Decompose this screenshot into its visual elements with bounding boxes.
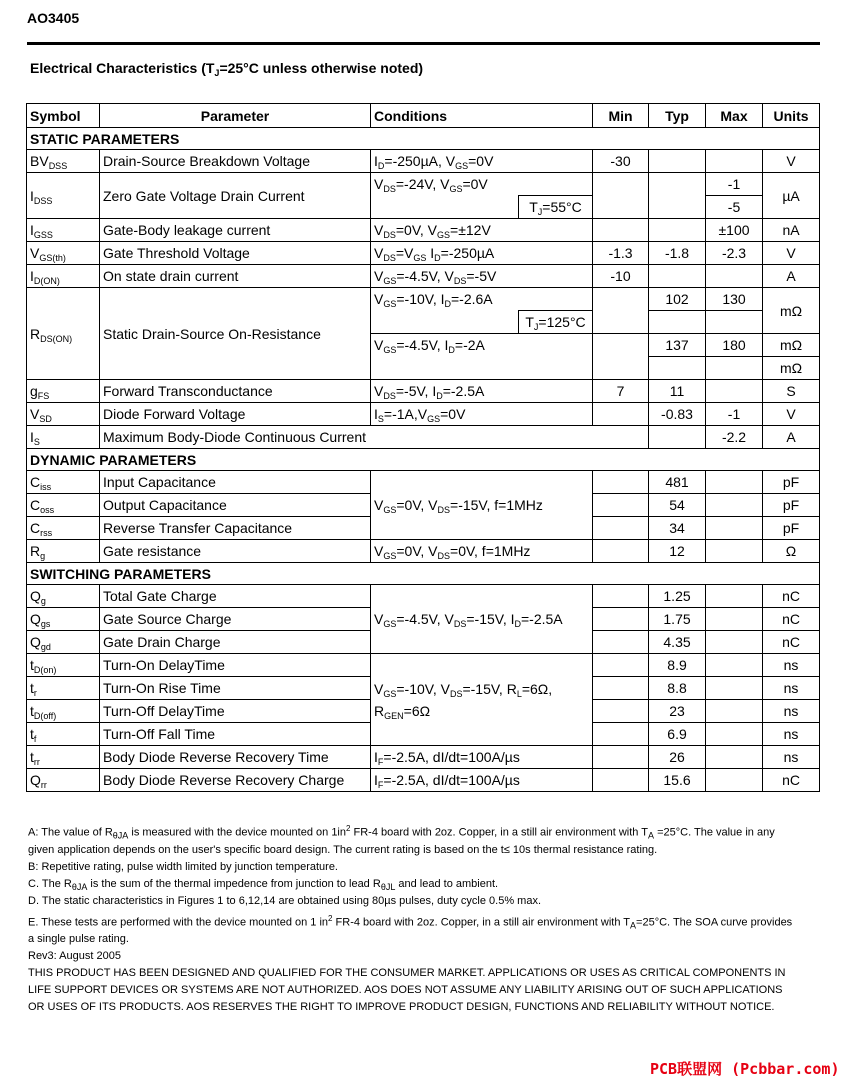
symbol: $I_{DSS}$: [27, 173, 100, 219]
footnotes: [28, 820, 798, 1016]
min-value: [593, 746, 649, 769]
symbol: $BV_{DSS}$: [27, 150, 100, 173]
symbol: $C_{rss}$: [27, 517, 100, 540]
typ-value: 34: [649, 517, 706, 540]
conditions-spacer: [371, 196, 519, 219]
table-row: [27, 585, 820, 608]
section-switching: SWITCHING PARAMETERS: [27, 563, 820, 585]
typ-value: 6.9: [649, 723, 706, 746]
conditions: $V_{DS}=V_{GS}$ $I_D=-250\mu A$: [371, 242, 593, 265]
unit: nC: [763, 631, 820, 654]
header-typ: Typ: [649, 104, 706, 128]
min-value: [593, 540, 649, 563]
max-value: [706, 677, 763, 700]
min-value: [593, 723, 649, 746]
tj-condition: $T_J=125^\circ C$: [519, 311, 593, 334]
table-row: [27, 265, 820, 288]
conditions: $V_{GS}=0V$, $V_{DS}=-15V$, f=1MHz: [371, 471, 593, 540]
max-value: [706, 746, 763, 769]
min-value: [593, 494, 649, 517]
typ-value: 12: [649, 540, 706, 563]
min-value: -10: [593, 265, 649, 288]
conditions: $I_F=-2.5A$, dI/dt=100A/µs: [371, 769, 593, 792]
typ-value: 54: [649, 494, 706, 517]
typ-value: [649, 265, 706, 288]
min-value: [593, 654, 649, 677]
parameter: Turn-On DelayTime: [100, 654, 371, 677]
typ-value: [649, 219, 706, 242]
parameter: Total Gate Charge: [100, 585, 371, 608]
max-value: -2.3: [706, 242, 763, 265]
symbol: $V_{SD}$: [27, 403, 100, 426]
typ-value: 137: [649, 334, 706, 357]
unit: V: [763, 403, 820, 426]
unit: ns: [763, 700, 820, 723]
max-value: 180: [706, 334, 763, 357]
electrical-characteristics-table: [26, 103, 820, 792]
parameter: Zero Gate Voltage Drain Current: [100, 173, 371, 219]
typ-value: 102: [649, 288, 706, 311]
section-title-sub: J: [214, 68, 220, 78]
unit: S: [763, 380, 820, 403]
parameter: Gate resistance: [100, 540, 371, 563]
min-value: [593, 677, 649, 700]
max-value: [706, 654, 763, 677]
max-value: [706, 494, 763, 517]
min-value: [593, 585, 649, 608]
table-row: [27, 769, 820, 792]
parameter: Forward Transconductance: [100, 380, 371, 403]
conditions: $V_{GS}=-10V$, $I_D=-2.6A$: [371, 288, 593, 311]
conditions: $V_{GS}=-4.5V$, $I_D=-2A$: [371, 334, 593, 357]
symbol: $C_{oss}$: [27, 494, 100, 517]
max-value: [706, 608, 763, 631]
symbol: $C_{iss}$: [27, 471, 100, 494]
min-value: -1.3: [593, 242, 649, 265]
note-e: E. These tests are performed with the device mounted on 1 $in^2$ FR-4 board with 2oz. Copper, in a still air environment with $T_A=25^\circ C$. The SOA curve provides a single pulse rating.: [28, 913, 793, 946]
parameter: Drain-Source Breakdown Voltage: [100, 150, 371, 173]
parameter: On state drain current: [100, 265, 371, 288]
max-value: -2.2: [706, 426, 763, 449]
tj-condition: $T_J=55^\circ C$: [519, 196, 593, 219]
unit: pF: [763, 471, 820, 494]
min-value: [593, 631, 649, 654]
header-rule: [27, 42, 820, 45]
conditions: $V_{GS}=-10V$, $V_{DS}=-15V$, $R_L=6\Omega$, $R_{GEN}=6\Omega$: [371, 654, 593, 746]
min-value: [593, 219, 649, 242]
symbol: $t_{D(on)}$: [27, 654, 100, 677]
header-max: Max: [706, 104, 763, 128]
table-row: [27, 654, 820, 677]
conditions: $V_{DS}=0V$, $V_{GS}=\pm 12V$: [371, 219, 593, 242]
symbol: $t_f$: [27, 723, 100, 746]
max-value: ±100: [706, 219, 763, 242]
conditions: $V_{DS}=-24V$, $V_{GS}=0V$: [371, 173, 593, 196]
symbol: $I_{D(ON)}$: [27, 265, 100, 288]
unit: mΩ: [763, 357, 820, 380]
typ-value: 4.35: [649, 631, 706, 654]
symbol: $I_{GSS}$: [27, 219, 100, 242]
typ-value: 11: [649, 380, 706, 403]
min-value: -30: [593, 150, 649, 173]
conditions: $I_F=-2.5A$, dI/dt=100A/µs: [371, 746, 593, 769]
parameter: Gate Threshold Voltage: [100, 242, 371, 265]
min-value: [593, 517, 649, 540]
table-row: [27, 242, 820, 265]
parameter: Maximum Body-Diode Continuous Current: [100, 426, 593, 449]
unit: nC: [763, 769, 820, 792]
min-value: [593, 608, 649, 631]
symbol: $Q_{gd}$: [27, 631, 100, 654]
section-dynamic: DYNAMIC PARAMETERS: [27, 449, 820, 471]
typ-value: 15.6: [649, 769, 706, 792]
parameter: Gate Drain Charge: [100, 631, 371, 654]
watermark: PCB联盟网 (Pcbbar.com): [650, 1060, 840, 1078]
part-number: AO3405: [27, 10, 80, 26]
symbol: $Q_{rr}$: [27, 769, 100, 792]
unit: V: [763, 242, 820, 265]
symbol: $t_{D(off)}$: [27, 700, 100, 723]
table-row: [27, 746, 820, 769]
header-min: Min: [593, 104, 649, 128]
parameter: Gate-Body leakage current: [100, 219, 371, 242]
max-value: [706, 723, 763, 746]
max-value: [706, 631, 763, 654]
typ-value: [649, 150, 706, 173]
max-value: -5: [706, 196, 763, 219]
table-row: [27, 219, 820, 242]
unit: Ω: [763, 540, 820, 563]
min-value: 7: [593, 380, 649, 403]
unit: ns: [763, 654, 820, 677]
unit: nC: [763, 608, 820, 631]
unit: A: [763, 265, 820, 288]
conditions: $V_{GS}=-4.5V$, $V_{DS}=-15V$, $I_D=-2.5A$: [371, 585, 593, 654]
max-value: -1: [706, 403, 763, 426]
unit: V: [763, 150, 820, 173]
parameter: Turn-Off Fall Time: [100, 723, 371, 746]
header-symbol: Symbol: [27, 104, 100, 128]
parameter: Reverse Transfer Capacitance: [100, 517, 371, 540]
typ-value: [649, 426, 706, 449]
unit: ns: [763, 723, 820, 746]
unit: A: [763, 426, 820, 449]
conditions: $V_{DS}=-5V$, $I_D=-2.5A$: [371, 380, 593, 403]
min-value: [593, 403, 649, 426]
min-value: [593, 173, 649, 219]
unit: mΩ: [763, 334, 820, 357]
table-row: [27, 150, 820, 173]
parameter: Static Drain-Source On-Resistance: [100, 288, 371, 380]
parameter: Body Diode Reverse Recovery Time: [100, 746, 371, 769]
parameter: Diode Forward Voltage: [100, 403, 371, 426]
min-value: [593, 288, 649, 334]
parameter: Body Diode Reverse Recovery Charge: [100, 769, 371, 792]
note-c: C. The $R_{\theta JA}$ is the sum of the thermal impedence from junction to lead $R_{\theta JL}$ and lead to ambient.: [28, 877, 499, 892]
parameter: Input Capacitance: [100, 471, 371, 494]
section-title-text: Electrical Characteristics (T: [30, 60, 215, 76]
symbol: $g_{FS}$: [27, 380, 100, 403]
conditions: $V_{GS}=-4.5V$, $V_{DS}=-5V$: [371, 265, 593, 288]
typ-value: -1.8: [649, 242, 706, 265]
typ-value: -0.83: [649, 403, 706, 426]
header-parameter: Parameter: [100, 104, 371, 128]
unit: ns: [763, 677, 820, 700]
unit: pF: [763, 517, 820, 540]
header-conditions: Conditions: [371, 104, 593, 128]
section-title: [30, 60, 423, 76]
conditions-spacer: [371, 311, 519, 334]
table-row: [27, 288, 820, 311]
parameter: Gate Source Charge: [100, 608, 371, 631]
min-value: [593, 471, 649, 494]
symbol: $R_{DS(ON)}$: [27, 288, 100, 380]
section-static: STATIC PARAMETERS: [27, 128, 820, 150]
unit: µA: [763, 173, 820, 219]
max-value: [706, 357, 763, 380]
typ-value: 481: [649, 471, 706, 494]
note-b: B: Repetitive rating, pulse width limited by junction temperature.: [28, 860, 338, 873]
symbol: $R_g$: [27, 540, 100, 563]
unit: mΩ: [763, 288, 820, 334]
parameter: Turn-Off DelayTime: [100, 700, 371, 723]
typ-value: 23: [649, 700, 706, 723]
symbol: $t_{rr}$: [27, 746, 100, 769]
table-row: [27, 426, 820, 449]
unit: nC: [763, 585, 820, 608]
note-d: D. The static characteristics in Figures 1 to 6,12,14 are obtained using 80µs pulses, duty cycle 0.5% max.: [28, 894, 542, 907]
typ-value: 8.8: [649, 677, 706, 700]
typ-value: [649, 173, 706, 219]
max-value: [706, 311, 763, 334]
conditions: $I_S=-1A,V_{GS}=0V$: [371, 403, 593, 426]
symbol: $Q_g$: [27, 585, 100, 608]
min-value: [593, 334, 649, 380]
header-units: Units: [763, 104, 820, 128]
table-row: [27, 540, 820, 563]
max-value: 130: [706, 288, 763, 311]
typ-value: [649, 357, 706, 380]
table-row: [27, 403, 820, 426]
symbol: $I_S$: [27, 426, 100, 449]
parameter: Output Capacitance: [100, 494, 371, 517]
conditions-spacer: [371, 357, 593, 380]
unit: nA: [763, 219, 820, 242]
max-value: -1: [706, 173, 763, 196]
typ-value: 8.9: [649, 654, 706, 677]
max-value: [706, 769, 763, 792]
max-value: [706, 517, 763, 540]
symbol: $V_{GS(th)}$: [27, 242, 100, 265]
table-header-row: [27, 104, 820, 128]
conditions: $I_D=-250\mu A$, $V_{GS}=0V$: [371, 150, 593, 173]
max-value: [706, 585, 763, 608]
section-title-text-end: =25°C unless otherwise noted): [219, 60, 424, 76]
table-row: [27, 380, 820, 403]
table-row: [27, 471, 820, 494]
symbol: $Q_{gs}$: [27, 608, 100, 631]
revision: Rev3: August 2005: [28, 950, 121, 963]
max-value: [706, 150, 763, 173]
typ-value: [649, 311, 706, 334]
unit: pF: [763, 494, 820, 517]
min-value: [593, 426, 649, 449]
max-value: [706, 700, 763, 723]
parameter: Turn-On Rise Time: [100, 677, 371, 700]
max-value: [706, 540, 763, 563]
note-a: A: The value of $R_{\theta JA}$ is measured with the device mounted on $1in^2$ FR-4 board with 2oz. Copper, in a still air environment with $T_A =25^\circ C$. The value in any given application depends on the user's specific board design. The current rating is based on the t≤ 10s thermal resistance rating.: [28, 824, 775, 856]
typ-value: 26: [649, 746, 706, 769]
min-value: [593, 769, 649, 792]
typ-value: 1.75: [649, 608, 706, 631]
typ-value: 1.25: [649, 585, 706, 608]
max-value: [706, 471, 763, 494]
symbol: $t_r$: [27, 677, 100, 700]
disclaimer: THIS PRODUCT HAS BEEN DESIGNED AND QUALIFIED FOR THE CONSUMER MARKET. APPLICATIONS OR USES AS CRITICAL COMPONENTS IN LIFE SUPPORT DEVICES OR SYSTEMS ARE NOT AUTHORIZED. AOS DOES NOT ASSUME ANY LIABILITY ARISING OUT OF SUCH APPLICATIONS OR USES OF ITS PRODUCTS. AOS RESERVES THE RIGHT TO IMPROVE PRODUCT DESIGN, FUNCTIONS AND RELIABILITY WITHOUT NOTICE.: [28, 967, 786, 1014]
conditions: $V_{GS}=0V$, $V_{DS}=0V$, f=1MHz: [371, 540, 593, 563]
table-row: [27, 173, 820, 196]
unit: ns: [763, 746, 820, 769]
max-value: [706, 380, 763, 403]
min-value: [593, 700, 649, 723]
max-value: [706, 265, 763, 288]
